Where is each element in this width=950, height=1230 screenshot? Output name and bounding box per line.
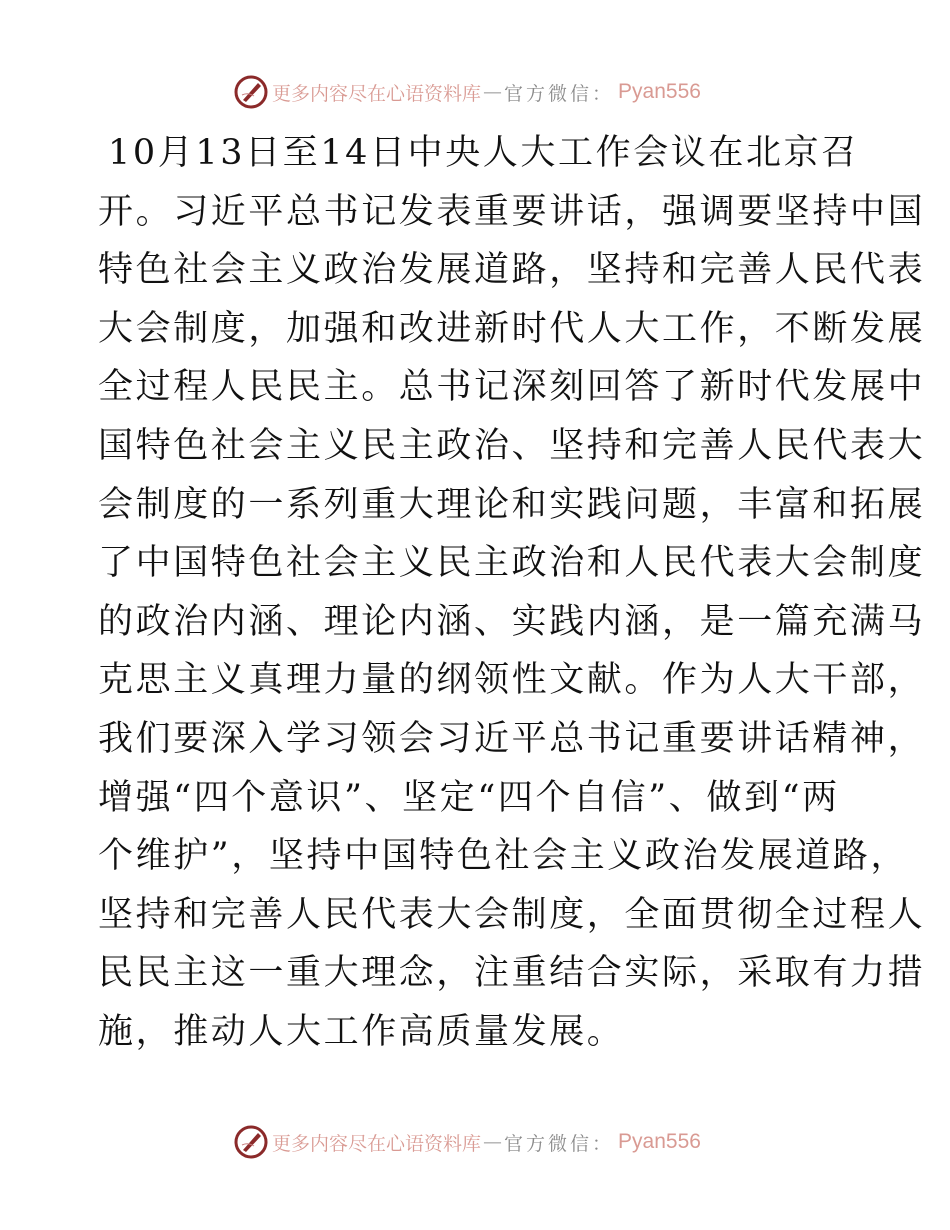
body-line: 坚持和完善人民代表大会制度，全面贯彻全过程人 [98, 894, 926, 935]
quill-pen-logo-icon [234, 1125, 268, 1159]
body-line: 个维护”，坚持中国特色社会主义政治发展道路， [98, 836, 909, 877]
watermark-wechat-id: Pyan556 [618, 80, 701, 103]
footer-watermark [234, 1122, 701, 1162]
watermark-wechat-label: 官方微信： [504, 82, 615, 105]
body-line: 了中国特色社会主义民主政治和人民代表大会制度 [98, 543, 926, 584]
body-line: 增强“四个意识”、坚定“四个自信”、做到“两 [98, 777, 840, 818]
body-line: 会制度的一系列重大理论和实践问题，丰富和拓展 [98, 484, 926, 525]
header-watermark [234, 72, 701, 112]
body-line: 大会制度，加强和改进新时代人大工作，不断发展 [98, 308, 926, 349]
body-line: 全过程人民民主。总书记深刻回答了新时代发展中 [98, 367, 926, 408]
body-line: 我们要深入学习领会习近平总书记重要讲话精神， [98, 718, 926, 759]
body-line: 开。习近平总书记发表重要讲话，强调要坚持中国 [98, 191, 926, 232]
watermark-wechat-id: Pyan556 [618, 1130, 701, 1153]
body-line: 民民主这一重大理念，注重结合实际，采取有力措 [98, 953, 926, 994]
document-body [98, 124, 926, 1062]
watermark-wechat-label: 官方微信： [504, 1132, 615, 1155]
watermark-dash: — [483, 1131, 503, 1153]
body-line: 10月13日至14日中央人大工作会议在北京召 [108, 133, 859, 173]
body-line: 的政治内涵、理论内涵、实践内涵，是一篇充满马 [98, 601, 926, 642]
quill-pen-logo-icon [234, 75, 268, 109]
watermark-site-text: 更多内容尽在心语资料库 [272, 1132, 482, 1155]
body-line: 克思主义真理力量的纲领性文献。作为人大干部， [98, 660, 926, 701]
watermark-dash: — [483, 81, 503, 103]
watermark-site-text: 更多内容尽在心语资料库 [272, 82, 482, 105]
body-line: 施，推动人大工作高质量发展。 [98, 1011, 625, 1052]
body-line: 国特色社会主义民主政治、坚持和完善人民代表大 [98, 425, 926, 466]
body-line: 特色社会主义政治发展道路，坚持和完善人民代表 [98, 250, 926, 291]
